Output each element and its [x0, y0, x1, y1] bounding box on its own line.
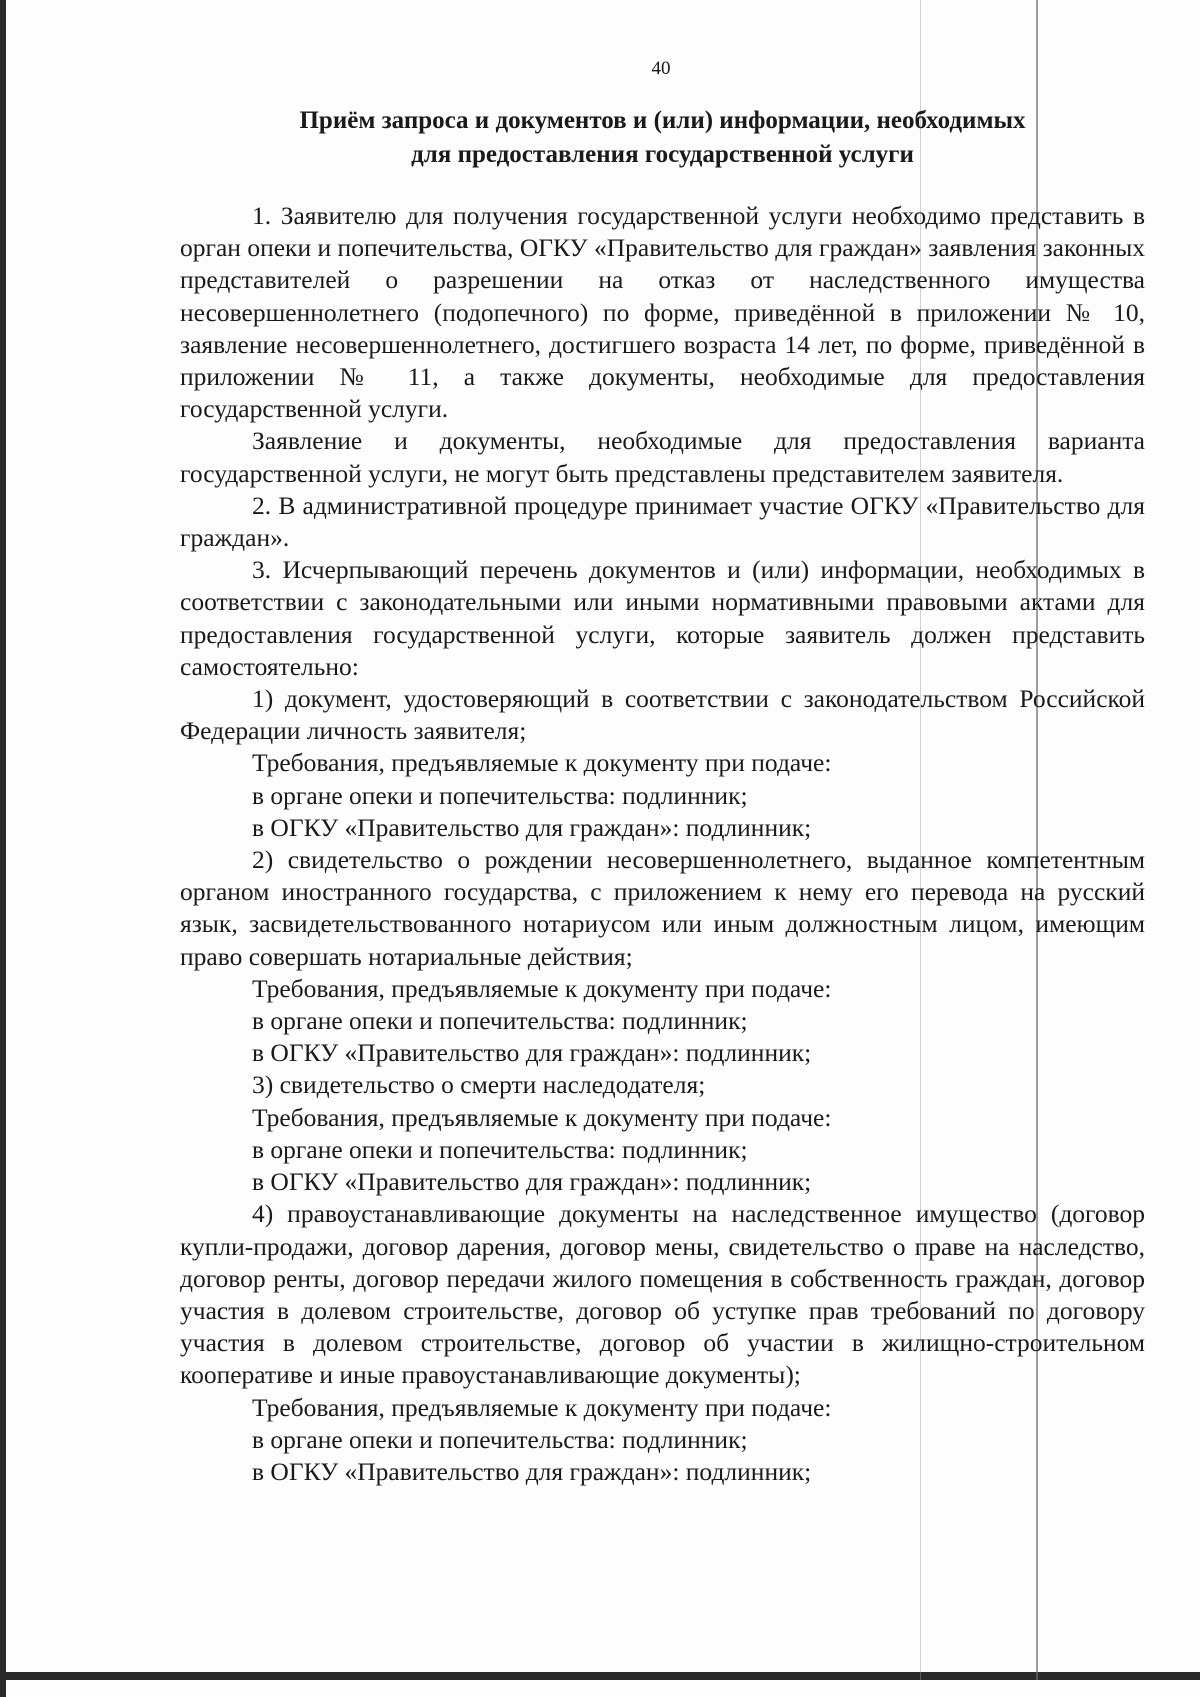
- requirements-line: Требования, предъявляемые к документу при подаче:: [252, 1102, 832, 1132]
- requirements-line: в органе опеки и попечительства: подлинник;: [252, 1006, 748, 1036]
- requirements-line: в ОГКУ «Правительство для граждан»: подлинник;: [252, 812, 812, 842]
- requirements-line: в ОГКУ «Правительство для граждан»: подлинник;: [252, 1456, 812, 1486]
- requirements-line: в ОГКУ «Правительство для граждан»: подлинник;: [252, 1038, 812, 1068]
- section-heading-line: Приём запроса и документов и (или) информации, необходимых: [299, 107, 1026, 134]
- paragraph: 3. Исчерпывающий перечень документов и (или) информации, необходимых в соответствии с законодательными или иными нормативными правовыми актами для предоставления государственной услуги, которые заявитель должен представить самостоятельно:: [180, 555, 1145, 681]
- section-heading: [180, 104, 1145, 172]
- requirements-line: в органе опеки и попечительства: подлинник;: [252, 1134, 748, 1164]
- requirements-line: Требования, предъявляемые к документу при подаче:: [252, 1392, 832, 1422]
- list-item: 1) документ, удостоверяющий в соответствии с законодательством Российской Федерации личность заявителя;: [180, 684, 1145, 746]
- scan-border-bottom: [0, 1672, 1200, 1680]
- requirements-line: в ОГКУ «Правительство для граждан»: подлинник;: [252, 1167, 812, 1197]
- paragraph: Заявление и документы, необходимые для предоставления варианта государственной услуги, не могут быть представлены представителем заявителя.: [180, 426, 1145, 488]
- scan-border-left: [0, 0, 6, 1697]
- paragraph: 1. Заявителю для получения государственной услуги необходимо представить в орган опеки и попечительства, ОГКУ «Правительство для граждан» заявления законных представителей о разрешении на отказ от наследственного имущества несовершеннолетнего (подопечного) по форме, приведённой в приложении № 10, заявление несовершеннолетнего, достигшего возраста 14 лет, по форме, приведённой в приложении № 11, а также документы, необходимые для предоставления государственной услуги.: [180, 201, 1145, 424]
- requirements-line: Требования, предъявляемые к документу при подаче:: [252, 973, 832, 1003]
- requirements-line: в органе опеки и попечительства: подлинник;: [252, 780, 748, 810]
- paragraph: 2. В административной процедуре принимает участие ОГКУ «Правительство для граждан».: [180, 490, 1145, 553]
- page-number: 40: [651, 58, 671, 79]
- requirements-line: в органе опеки и попечительства: подлинник;: [252, 1424, 748, 1454]
- list-item: 4) правоустанавливающие документы на наследственное имущество (договор купли-продажи, договор дарения, договор мены, свидетельство о праве на наследство, договор ренты, договор передачи жилого помещения в собственность граждан, договор участия в долевом строительстве, договор об уступке прав требований по договору участия в долевом строительстве, договор об участии в жилищно-строительном кооперативе и иные правоустанавливающие документы);: [180, 1199, 1145, 1390]
- requirements-line: Требования, предъявляемые к документу при подаче:: [252, 748, 832, 778]
- list-item: 3) свидетельство о смерти наследодателя;: [252, 1070, 706, 1100]
- list-item: 2) свидетельство о рождении несовершеннолетнего, выданное компетентным органом иностранного государства, с приложением к нему его перевода на русский язык, засвидетельствованного нотариусом или иным должностным лицом, имеющим право совершать нотариальные действия;: [180, 845, 1145, 971]
- section-heading-line: для предоставления государственной услуги: [411, 141, 914, 168]
- document-body: [180, 200, 1145, 1488]
